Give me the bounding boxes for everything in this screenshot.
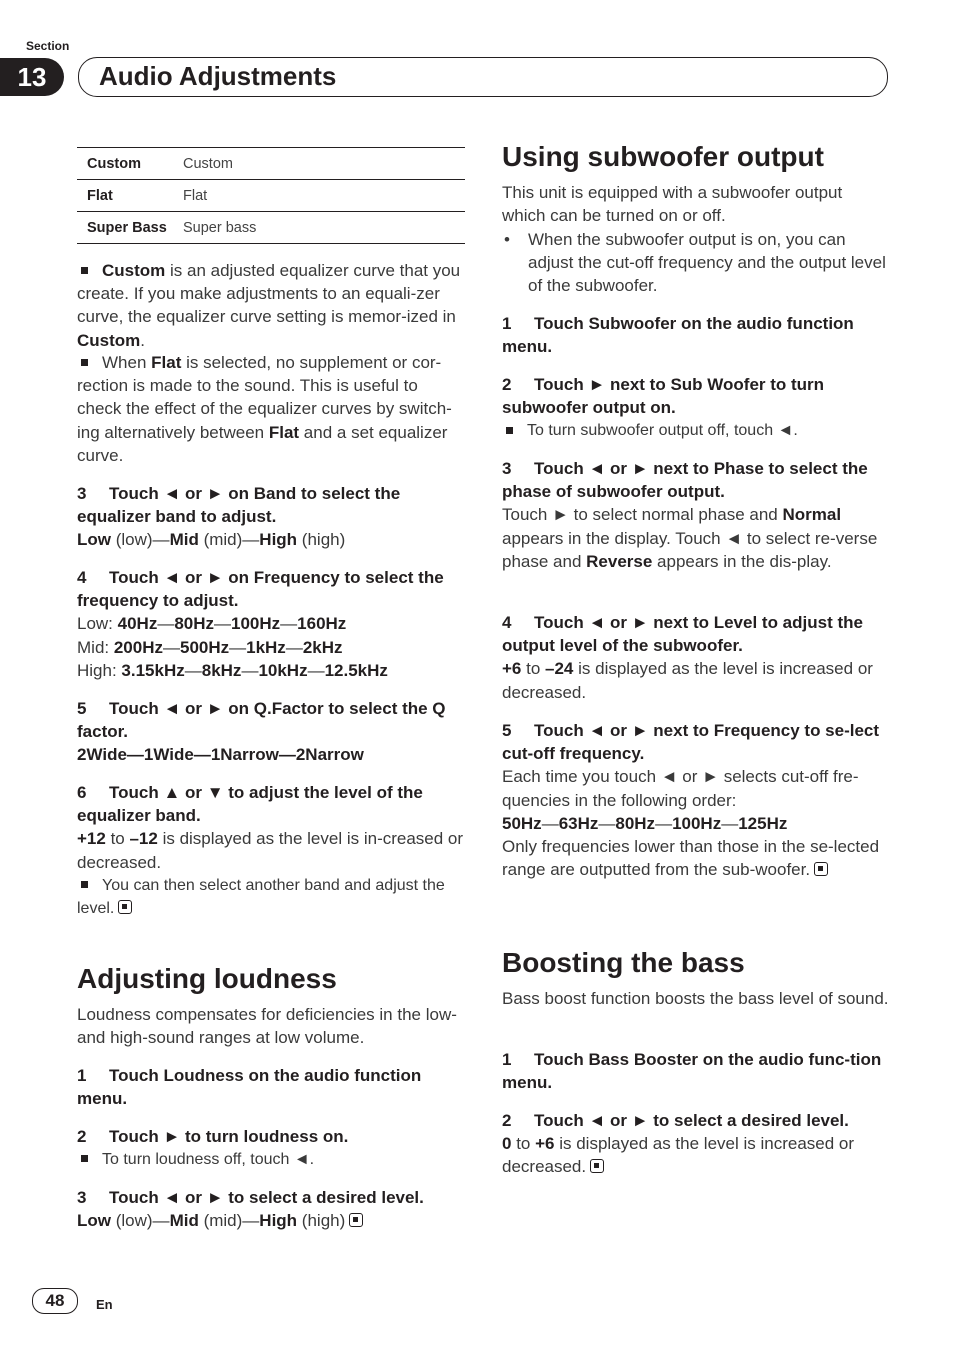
heading-using-subwoofer-output: Using subwoofer output — [502, 141, 824, 172]
loudness-step-1: 1 Touch Loudness on the audio function menu. — [77, 1066, 422, 1109]
section-label: Section — [26, 39, 70, 53]
note-square-icon — [81, 881, 88, 888]
table-cell-value: Flat — [173, 180, 465, 212]
note-square-icon — [81, 1155, 88, 1162]
table-cell-value: Super bass — [173, 212, 465, 244]
step-3-band: 3 Touch ◄ or ► on Band to select the equalizer band to adjust. Low (low)—Mid (mid)—High (high) — [77, 484, 401, 550]
heading-boosting-the-bass: Boosting the bass — [502, 947, 745, 978]
end-mark-icon — [118, 900, 132, 914]
end-mark-icon — [814, 862, 828, 876]
bass-intro: Bass boost function boosts the bass level of sound. — [502, 989, 889, 1008]
chapter-title: Audio Adjustments — [99, 61, 337, 91]
table-row — [77, 148, 465, 180]
subwoofer-step-4: 4 Touch ◄ or ► next to Level to adjust the output level of the subwoofer. +6 to –24 is displayed as the level is increased or decreased. — [502, 613, 873, 702]
table-row — [77, 180, 465, 212]
loudness-intro: Loudness compensates for deficiencies in the low- and high-sound ranges at low volume. — [77, 1005, 457, 1048]
step-6-level: 6 Touch ▲ or ▼ to adjust the level of the equalizer band. +12 to –12 is displayed as the level is in-creased or decreased. You can then select another band and adjust the level. — [77, 783, 464, 918]
subwoofer-step-5: 5 Touch ◄ or ► next to Frequency to se-lect cut-off frequency. Each time you touch ◄ or ► selects cut-off fre-quencies in the following order: 50Hz—63Hz—80Hz—100Hz—125Hz Only frequencies lower than those in the se-lected range are outputted from the sub-woofer. — [502, 721, 880, 880]
heading-adjusting-loudness: Adjusting loudness — [77, 963, 337, 994]
loudness-step-3: 3 Touch ◄ or ► to select a desired level. Low (low)—Mid (mid)—High (high) — [77, 1188, 424, 1231]
equalizer-curve-table — [77, 147, 465, 244]
subwoofer-step-2: 2 Touch ► next to Sub Woofer to turn subwoofer output on. To turn subwoofer output off, touch ◄. — [502, 375, 825, 440]
table-cell-value: Custom — [173, 148, 465, 180]
table-cell-key: Flat — [77, 180, 173, 212]
note-square-icon — [81, 267, 88, 274]
table-cell-key: Custom — [77, 148, 173, 180]
step-5-qfactor: 5 Touch ◄ or ► on Q.Factor to select the Q factor. 2Wide—1Wide—1Narrow—2Narrow — [77, 699, 446, 765]
note-square-icon — [506, 427, 513, 434]
note-custom: Custom is an adjusted equalizer curve that you create. If you make adjustments to an equali-zer curve, the equalizer curve setting is memor-ized in Custom. — [77, 261, 461, 350]
table-row — [77, 212, 465, 244]
end-mark-icon — [349, 1213, 363, 1227]
bass-step-1: 1 Touch Bass Booster on the audio func-tion menu. — [502, 1050, 882, 1093]
subwoofer-intro: This unit is equipped with a subwoofer output which can be turned on or off. — [502, 183, 843, 226]
page-number: 48 — [32, 1288, 78, 1314]
right-column — [502, 0, 890, 1177]
note-square-icon — [81, 359, 88, 366]
end-mark-icon — [590, 1159, 604, 1173]
section-number-badge: 13 — [0, 58, 64, 96]
subwoofer-step-1: 1 Touch Subwoofer on the audio function menu. — [502, 314, 854, 357]
subwoofer-bullet: • When the subwoofer output is on, you can adjust the cut-off frequency and the output level of the subwoofer. — [502, 228, 890, 298]
language-code: En — [96, 1297, 113, 1312]
bass-step-2: 2 Touch ◄ or ► to select a desired level. 0 to +6 is displayed as the level is increased or decreased. — [502, 1111, 855, 1177]
subwoofer-step-3: 3 Touch ◄ or ► next to Phase to select the phase of subwoofer output. Touch ► to select normal phase and Normal appears in the display. Touch ◄ to select re-verse phase and Reverse appears in the dis-play. — [502, 459, 878, 571]
note-flat: When Flat is selected, no supplement or cor-rection is made to the sound. This is useful to check the effect of the equalizer curves by switch-ing alternatively between Flat and a set equalizer curve. — [77, 353, 452, 465]
step-4-frequency: 4 Touch ◄ or ► on Frequency to select the frequency to adjust. Low: 40Hz—80Hz—100Hz—160Hz Mid: 200Hz—500Hz—1kHz—2kHz High: 3.15kHz—8kHz—10kHz—12.5kHz — [77, 568, 444, 680]
table-cell-key: Super Bass — [77, 212, 173, 244]
loudness-step-2: 2 Touch ► to turn loudness on. To turn loudness off, touch ◄. — [77, 1127, 349, 1169]
